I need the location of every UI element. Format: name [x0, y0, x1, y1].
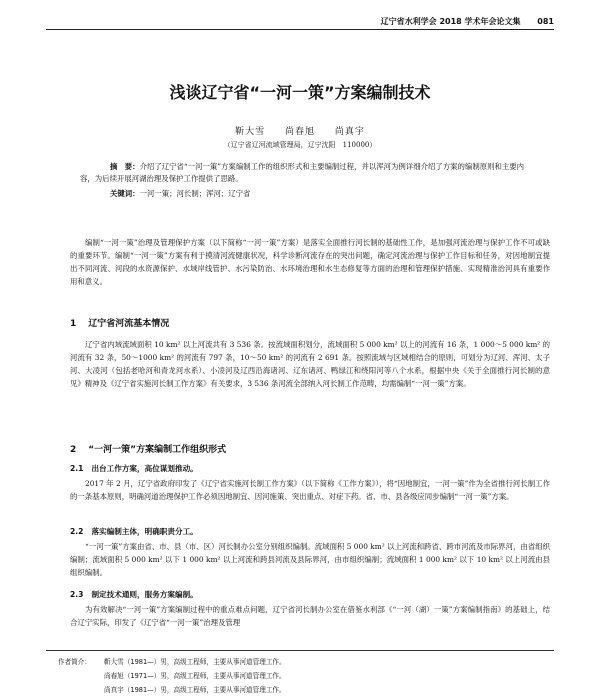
- subsection-2-1-paragraph: 2017 年 2 月，辽宁省政府印发了《辽宁省实施河长制工作方案》（以下简称《工作方案》），将“因地制宜，一河一策”作为全省推行河长制工作的一条基本原则，明确河道治理保护工作必须因地制宜、因河施策、突出重点、对症下药。省、市、县各级应同步编制“一河一策”方案。: [70, 479, 550, 501]
- journal-name: 辽宁省水利学会 2018 学术年会论文集: [380, 17, 521, 26]
- footnote-entry: 尚春旭（1971—）男，高级工程师，主要从事河道管理工作。: [104, 672, 286, 680]
- footnote-divider: [46, 650, 554, 651]
- footnote-line: [58, 656, 286, 666]
- subsection-number: 2.3: [70, 590, 84, 599]
- subsection-2-2-paragraph: “一河一策”方案由省、市、县（市、区）河长制办公室分别组织编制。流域面积 5 000 km² 以上河流和跨省、跨市河流及市际界河，由省组织编制；流域面积 5 000 km² 以下 1 000 km² 以上河流和跨县河流及县际界河，由市组织编制；流域面积 1 000 km² 以下 10 km² 以上河流由县组织编制。: [70, 542, 550, 577]
- section-1-heading: [70, 316, 169, 329]
- author: 尚真宇: [334, 127, 365, 137]
- footnote-entry: 尚真宇（1981—）男，高级工程师，主要从事河道管理工作。: [104, 686, 286, 694]
- subsection-2-3-heading: [70, 589, 198, 600]
- page-number: 081: [537, 17, 554, 26]
- subsection-title: 制定技术通则，服务方案编制。: [91, 590, 198, 599]
- footnote-label: 作者简介：: [58, 658, 91, 666]
- intro-paragraph: 编制“一河一策”治理及管理保护方案（以下简称“一河一策”方案）是落实全面推行河长制的基础性工作，是加强河流治理与保护工作不可或缺的重要环节。编制“一河一策”方案有利于摸清河流健康状况，科学诊断河流存在的突出问题，确定河流治理与保护工作目标和任务，对因地制宜提出不同河流、河段的水资源保护、水域岸线管护、水污染防治、水环境治理和水生态修复等方面的治理和管理保护措施、实现精准治河具有重要作用和意义。: [70, 238, 550, 286]
- section-number: 1: [70, 319, 77, 329]
- section-title: 辽宁省河流基本情况: [88, 319, 170, 329]
- section-title: “一河一策”方案编制工作组织形式: [88, 445, 227, 455]
- section-2-heading: [70, 442, 226, 455]
- subsection-2-2-heading: [70, 526, 198, 537]
- keywords-label: 关键词：: [110, 189, 140, 198]
- footnote-entry: 靳大雪（1981—）男，高级工程师，主要从事河道管理工作。: [104, 658, 286, 666]
- section-number: 2: [70, 445, 77, 455]
- subsection-number: 2.1: [70, 464, 84, 473]
- author: 尚春旭: [284, 127, 315, 137]
- section-1-paragraph: 辽宁省内域流域面积 10 km² 以上河流共有 3 536 条。按流域面积划分，流域面积 5 000 km² 以上的河流有 16 条，1 000～5 000 km² 的河流有 32 条，50～1000 km² 的河流有 797 条，10～50 km² 的河流有 2 691 条。按照流域与区域相结合的原则，可划分为辽河、浑河、太子河、大凌河（包括老哈河和青龙河水系）、小凌河及辽西沿海诸河、辽东诸河、鸭绿江和绕阳河等八个水系，根据中央《关于全面推行河长制的意见》精神及《辽宁省实施河长制工作方案》有关要求，3 536 条河流全部纳入河长制工作范畴，均需编制“一河一策”方案。: [70, 340, 550, 388]
- subsection-2-1-heading: [70, 463, 198, 474]
- abstract: [80, 161, 530, 185]
- affiliation: （辽宁省辽河流域管理局，辽宁沈阳 110000）: [223, 141, 377, 149]
- abstract-label: 摘 要：: [110, 162, 140, 171]
- subsection-title: 落实编制主体，明确职责分工。: [91, 527, 198, 536]
- abstract-text: 介绍了辽宁省“一河一策”方案编制工作的组织形式和主要编制过程，并以浑河为例详细介绍了方案的编制原则和主要内容，为后续开展河湖治理及保护工作提供了思路。: [80, 162, 525, 183]
- subsection-2-3-paragraph: 为有效解决“一河一策”方案编制过程中的重点难点问题，辽宁省河长制办公室在借鉴水利部《“一河（湖）一策”方案编制指南》的基础上，结合辽宁实际，印发了《辽宁省“一河一策”治理及管理: [70, 605, 550, 627]
- keywords-text: 一河一策；河长制；浑河；辽宁省: [139, 189, 251, 198]
- subsection-title: 出台工作方案，高位谋划推动。: [91, 464, 198, 473]
- author: 靳大雪: [235, 127, 266, 137]
- paper-title: 浅谈辽宁省“一河一策”方案编制技术: [169, 83, 431, 102]
- footnote-line: [58, 684, 286, 694]
- keywords: [80, 188, 530, 200]
- subsection-number: 2.2: [70, 527, 84, 536]
- running-head: [46, 16, 554, 30]
- author-list: [0, 124, 600, 137]
- footnote-line: [58, 670, 286, 680]
